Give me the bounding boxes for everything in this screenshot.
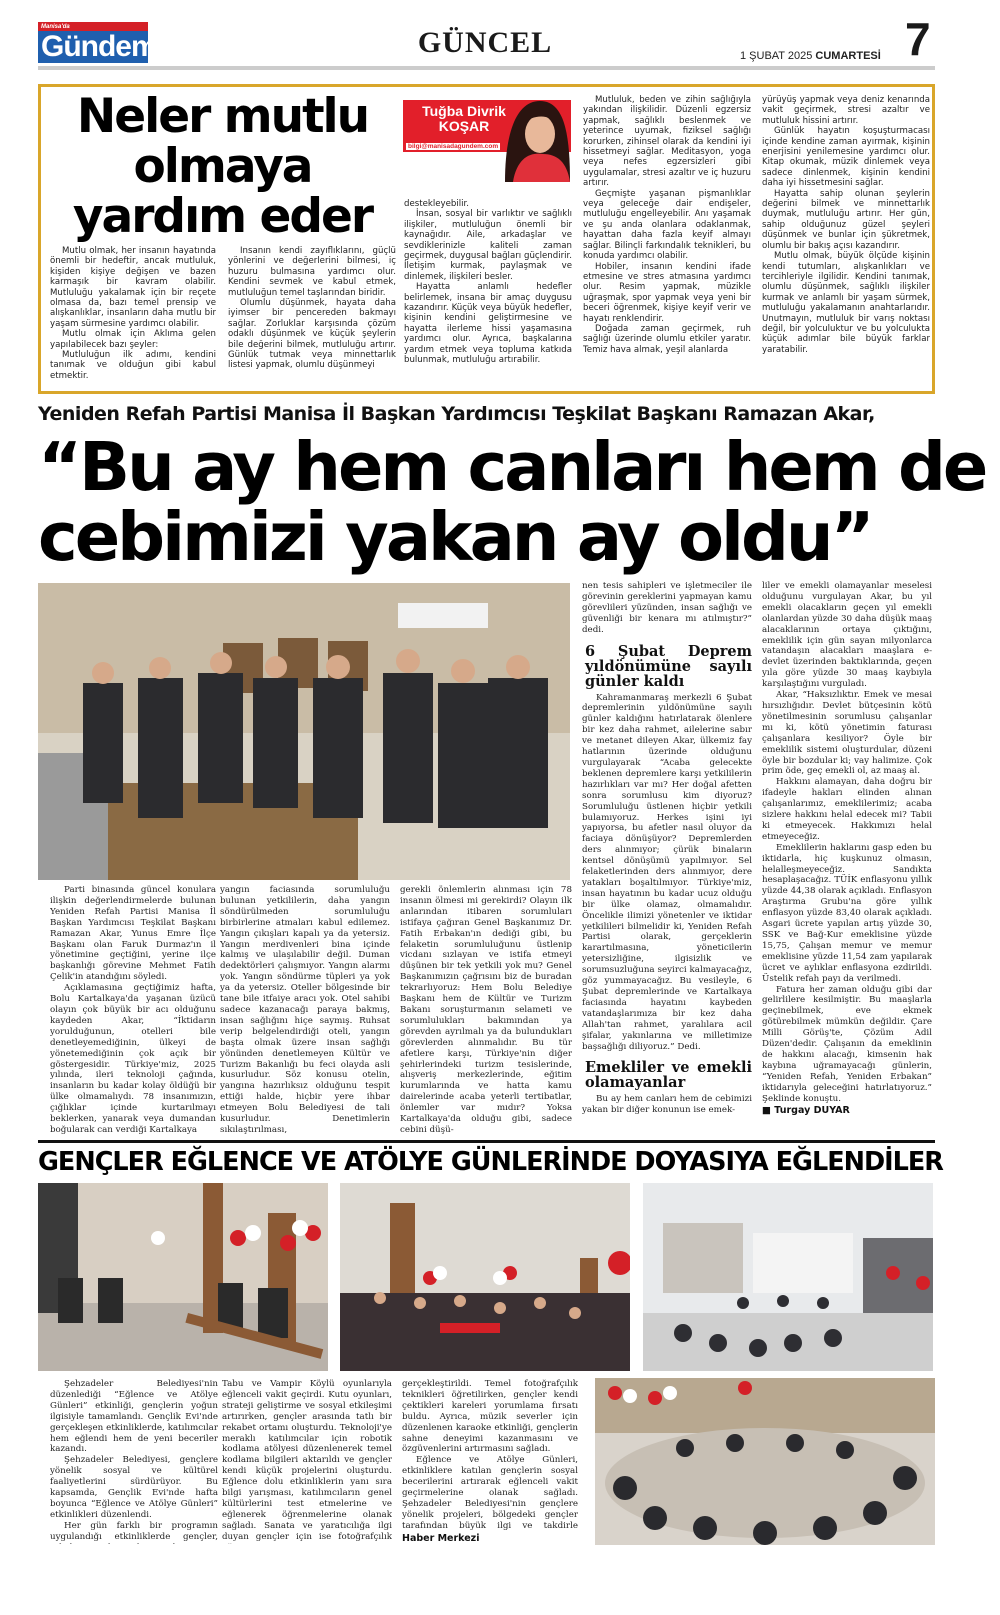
column-text-col4	[583, 95, 751, 387]
paragraph: liler ve emekli olamayanlar meselesi olduğunu vurgulayan Akar, bu yıl emekli olacakların geçen yıl emekli olanlardan yüzde 30 daha düşük maaş alacaklarının ortaya çıktığını, emeklilik için gün sayan milyonlarca vatandaşın alacakları maaşlara e-devlet üzerinden baktıklarında, geçen yıla göre yüzde 30 maaş kaybıyla karşılaştığını vurguladı.	[762, 581, 932, 690]
paragraph: Bu ay hem canları hem de cebimizi yakan bir diğer konunun ise emek-	[582, 1094, 752, 1116]
article-subhead: 6 Şubat Deprem yıldönümüne sayılı günler kaldı	[585, 642, 752, 690]
page-number: 7	[905, 13, 931, 65]
logo-text: Gündem	[38, 31, 148, 63]
youth-text-col3	[402, 1379, 578, 1531]
paragraph: Günlük hayatın koşuşturmacası içinde kendine zaman ayırmak, kişinin enerjisini yenilemesine yardımcı olur. Kitap okumak, müzik dinlemek veya sadece dinlenmek, kişinin kendini daha iyi hissetmesini sağlar.	[762, 126, 930, 189]
article-text-col1	[50, 885, 216, 1135]
paragraph: Kahramanmaraş merkezli 6 Şubat depremlerinin yıldönümüne sayılı günler kaldığını hatırlatarak ölenlere bir kez daha rahmet, ailelerine sabır ve metanet dileyen Akar, ülkemiz fay hatlarının üzerinde olduğunu vurgulayarak “Acaba gelecekte beklenen depremlere karşı yetkililerin hazırlıkları var mı? Her doğal afetten sonra sorumlusu kim diyoruz? Sorumluluğu üstlenen hiçbir yetkili bulamıyoruz. Herkes işini iyi yapıyorsa, bu afetler nasıl oluyor da faciaya dönüşüyor? Depremlerden ders alınmıyor; çürük binaların kentsel dönüşümü yapılmıyor. Sel felaketlerinden ders alınmıyor, dere yatakları boşaltılmıyor. Türkiye'miz, insan hayatının bu kadar ucuz olduğu bir ülke olamaz, olmamalıdır. Öncelikle ilimizi yönetenler ve iktidar yetkilileri bilmelidir ki, Yeniden Refah Partisi olarak, gerçeklerin karartılmasına, yöneticilerin yetersizliğine, ilgisizlik ve sorumsuzluğuna seyirci kalmayacağız, göz yummayacağız. Bu vesileyle, 6 Şubat depremlerinde ve Kartalkaya faciasında hayatını kaybeden vatandaşlarımıza bir kez daha Allah'tan rahmet, yaralılara acil şifalar, yakınlarına ve milletimize başsağlığı diliyoruz.” Dedi.	[582, 692, 752, 1052]
paragraph: yürüyüş yapmak veya deniz kenarında vakit geçirmek, stresi azaltır ve mutluluk hissini artırır.	[762, 95, 930, 126]
issue-date	[740, 50, 881, 62]
column-text-col1	[50, 246, 216, 386]
column-headline: Neler mutlu olmaya yardım eder	[72, 89, 373, 244]
paragraph: Şehzadeler Belediyesi'nin düzenlediği “Eğlence ve Atölye Günleri” etkinliği, gençlerin yoğun ilgisiyle tamamlandı. Gençlik Evi'nde gerçekleşen etkinliklerde, katılımcılar hem eğlendi hem de yeni beceriler kazandı.	[50, 1379, 218, 1455]
paragraph: Açıklamasına geçtiğimiz hafta, Bolu Kartalkaya'da yaşanan üzücü olayın çok büyük bir acı olduğunu kaydeden Akar, “İktidarın yorulduğunun, otelleri bile denetleyemediğinin, ülkeyi de yönetemediğinin çok açık bir göstergesidir. Türkiye'miz, 2025 yılında, ileri teknoloji çağında, insanların bu kadar kolay öldüğü bir ülke olmamalıydı. 78 insanımızın, çığlıklar içinde kurtarılmayı beklerken, yanarak veya dumandan boğularak can verdiği Kartalkaya	[50, 983, 216, 1135]
column-text-col2	[228, 246, 396, 386]
paragraph: Fatura her zaman olduğu gibi dar gelirlilere kesilmiştir. Bu maaşlarla geçinebilmek, eve ekmek götürebilmek mümkün değildir. Çare Milli Görüş'te, Çözüm Adil Düzen'dedir. Çalışanın da emeklinin de hakkını alacağı, kimsenin hak kaybına uğramayacağı günlerin, “Yeniden Refah, Yeniden Erbakan” iktidarıyla geleceğini hatırlatıyoruz.” Şeklinde konuştu.	[762, 984, 932, 1104]
headline-line: cebimizi yakan ay oldu”	[38, 498, 872, 576]
paragraph: Akar, “Haksızlıktır. Emek ve mesai hırsızlığıdır. Devlet bütçesinin kötü yönetilmesinin sorumlusu çalışanlar mı ki, kötü yönetimin faturası çalışanlara kesiliyor? Öyle bir emeklilik sistemi oluşturdular, düzeni öyle bir bozdular ki; vay halimize. Çok prim öde, geç emekli ol, az maaş al.	[762, 690, 932, 777]
paragraph: Hakkını alamayan, daha doğru bir ifadeyle hakları elinden alınan çalışanlarımız, emeklilerimiz; acaba sizlere hakkını helal edecek mi? Tabii ki etmeyecek. Hakkımızı helal etmeyeceğiz.	[762, 777, 932, 842]
paragraph: Parti binasında güncel konulara ilişkin değerlendirmelerde bulunan Yeniden Refah Partisi Manisa İl Başkan Yardımcısı Teşkilat Başkanı Ramazan Akar, Yunus Emre İlçe Başkanı olan Faruk Durmaz'ın il yönetimine geçtiğini, yerine ilçe başkanlığı görevine Mehmet Fatih Çelik'in atandığını söyledi.	[50, 885, 216, 983]
article-byline: ■ Turgay DUYAR	[762, 1104, 850, 1116]
paragraph: Mutlu olmak için Aklıma gelen yapılabilecek bazı şeyler:	[50, 329, 216, 350]
youth-text-col2	[222, 1379, 392, 1544]
workshop-photo-3	[643, 1183, 933, 1371]
paragraph: Tabu ve Vampir Köylü oyunlarıyla eğlenceli vakit geçirdi. Kutu oyunları, strateji geliştirme ve sosyal etkileşimi artırırken, gençler arasında tatlı bir rekabet ortamı oluşturdu. Teknoloji'ye meraklı katılımcılar için robotik kodlama atölyesi düzenlenerek temel kodlama bilgileri aktarıldı ve gençler kendi küçük projelerini oluşturdu. Eğlence dolu etkinliklerin yanı sıra bilgi yarışması, katılımcıların genel kültürlerini test etmelerine ve eğlenerek öğrenmelerine olanak sağladı. Sanata ve yaratıcılığa ilgi duyan gençler için ise fotoğrafçılık	[222, 1379, 392, 1542]
paragraph: Şehzadeler Belediyesi, gençlere yönelik sosyal ve kültürel faaliyetlerini sürdürüyor. Bu kapsamda, Gençlik Evi'nde hafta boyunca “Eğlence ve Atölye Günleri” etkinlikleri düzenlendi.	[50, 1455, 218, 1520]
article-subhead: Emekliler ve emekli olamayanlar	[585, 1059, 752, 1092]
paragraph: destekleyebilir.	[404, 199, 469, 209]
paragraph: Geçmişte yaşanan pişmanlıklar veya geleceğe dair endişeler, mutluluğu engelleyebilir. Anı yaşamak ve şu anda olanlara odaklanmak, hayattan daha fazla keyif almayı sağlar. Bilinçli farkındalık teknikleri, bu konuda yardımcı olabilir.	[583, 188, 751, 262]
logo-tagline: Manisa'da	[41, 23, 70, 30]
workshop-photo-1	[38, 1183, 328, 1371]
article-text-col4	[582, 581, 752, 1136]
paragraph: Eğlence ve Atölye Günleri, etkinliklere katılan gençlerin sosyal becerilerini artırarak eğlenceli vakit geçirmelerine olanak sağladı. Şehzadeler Belediyesi'nin gençlere yönelik projeleri, bölgedeki gençler tarafından büyük ilgi ve takdirle	[402, 1455, 578, 1531]
paragraph: gerekli önlemlerin alınması için 78 insanın ölmesi mi gerekirdi? Olayın ilk anlarından itibaren sorumluları istifaya çağıran Genel Başkanımız Dr. Fatih Erbakan'ın dediği gibi, bu felaketin sorumluluğunu üstlenip vicdanı sızlayan ve istifa etmeyi düşünen bir tek yetkili yok mu? Genel Başkanımızın çağrısını biz de buradan tekrarlıyoruz: Hem Bolu Belediye Başkanı hem de Kültür ve Turizm Bakanı soruşturmanın selameti ve sorumlulukları bakımından ya görevden ayrılmalı ya da bulundukları görevlerden alınmalıdır. Bu tür afetlere karşı, Türkiye'nin diğer şehirlerindeki turizm tesislerinde, alışveriş merkezlerinde, eğitim kurumlarında ve hatta kamu dairelerinde acaba yeterli tertibatlar, önlemler var mıdır? Yoksa Kartalkaya'da olduğu gibi, sadece cebini düşü-	[400, 885, 572, 1135]
paragraph: Mutlu olmak, her insanın hayatında önemli bir hedeftir, ancak mutluluk, kişiden kişiye değişen ve bazen karmaşık bir kavram olabilir. Mutluluğu yakalamak için bir reçete olmasa da, bazı temel prensip ve alışkanlıklar, insanların daha mutlu bir yaşam sürmesine yardımcı olabilir.	[50, 246, 216, 329]
paragraph: nen tesis sahipleri ve işletmeciler ile görevinin gereklerini yapmayan kamu görevlileri yüzünden, insan sağlığı ve güvenliği bir kenara mı atılmıştır?” dedi.	[582, 581, 752, 635]
byline-name: Turgay DUYAR	[774, 1104, 850, 1116]
weekday-text: CUMARTESİ	[815, 50, 881, 62]
section-divider	[38, 1140, 935, 1143]
article-text-col3	[400, 885, 572, 1135]
paragraph: yangın faciasında sorumluluğu bulunan yetkililerin, daha yangın söndürülmeden sorumluluğu birbirlerine atmaları kabul edilemez. Yangın çıkışları kapalı ya da yetersiz. Yangın merdivenleri bina içinde kalmış ve ulaşılabilir değil. Duman dedektörleri çalışmıyor. Yangın alarmı yok. Yangın söndürme tüpleri ya yok ya da yetersiz. Oteller bölgesinde bir tane bile itfaiye aracı yok. Otel sahibi sadece kazanacağı paraya bakmış, insan sağlığını hiçe saymış. Ruhsat verip belgelendirdiği oteli, yangın başta olmak üzere insan sağlığı yönünden denetlemeyen Kültür ve Turizm Bakanlığı bu feci olayda asli kusurludur. Söz konusu otelin, yangına hazırlıksız olduğunu tespit ettiği halde, hiçbir yere ihbar etmeyen Bolu Belediyesi de tali kusurludur. Denetimlerin sıkılaştırılması,	[220, 885, 390, 1135]
paragraph: Doğada zaman geçirmek, ruh sağlığı üzerinde olumlu etkiler yaratır. Temiz hava almak, yeşil alanlarda	[583, 323, 751, 355]
section-title: GÜNCEL	[417, 26, 553, 59]
youth-text-col1	[50, 1379, 218, 1544]
paragraph: Hayatta anlamlı hedefler belirlemek, insana bir amaç duygusu kazandırır. Küçük veya büyük hedefler, kişinin kendini geliştirmesine ve hayatta ilerleme hissi yaşamasına yardımcı olur. Ayrıca, başkalarına yardım etmek veya topluma katkıda bulunmak, mutluluğu artırabilir.	[404, 282, 572, 366]
columnist-name: Tuğba Divrik KOŞAR	[422, 103, 506, 134]
paragraph: İnsanın kendi zayıflıklarını, güçlü yönlerini ve değerlerini bilmesi, iç huzuru bulmasına yardımcı olur. Kendini sevmek ve kabul etmek, mutluluğun temel taşlarından biridir.	[228, 246, 396, 298]
paragraph: İnsan, sosyal bir varlıktır ve sağlıklı ilişkiler, mutluluğun önemli bir kaynağıdır. Aile, arkadaşlar ve sevdiklerinizle kaliteli zaman geçirmek, duygusal bağları güçlendirir. İletişim kurmak, paylaşmak ve dinlemek, ilişkileri besler.	[404, 209, 572, 282]
paragraph: Hayatta sahip olunan şeylerin değerini bilmek ve minnettarlık duymak, mutluluğu artırır. Her gün, sahip olduğunuz güzel şeyleri düşünmek ve bunlar için şükretmek, olumlu bir bakış açısı kazandırır.	[762, 188, 930, 251]
columnist-email: bilgi@manisadagundem.com	[408, 143, 499, 150]
header-divider	[38, 66, 935, 70]
column-text-col5	[762, 95, 930, 387]
paragraph: Hobiler, insanın kendini ifade etmesine ve stres atmasına yardımcı olur. Resim yapmak, müzikle uğraşmak, spor yapmak veya yeni bir beceri öğrenmek, kişiye keyif verir ve hayatı renklendirir.	[583, 261, 751, 324]
party-meeting-photo	[38, 583, 570, 880]
paragraph: Her gün farklı bir programın uygulandığı etkinliklerde gençler,	[50, 1520, 218, 1542]
youth-byline: Haber Merkezi	[402, 1533, 480, 1544]
paragraph: Mutlu olmak, büyük ölçüde kişinin kendi tutumları, alışkanlıkları ve tercihleriyle ilgilidir. Kendini tanımak, olumlu düşünmek, sağlıklı ilişkiler kurmak ve anlamlı bir yaşam sürmek, mutluluğu yakalamanın anahtarlarıdır. Unutmayın, mutluluk bir varış noktası değil, bir yolculuktur ve bu yolculukta küçük adımlar bile büyük farklar yaratabilir.	[762, 251, 930, 355]
article-paragraphs	[762, 581, 932, 1105]
paragraph: Emeklilerin haklarını gasp eden bu iktidarla, hiç kuşkunuz olmasın, helalleşmeyeceğiz. Sandıkta hesaplaşacağız. TÜİK enflasyonu yıllık yüzde 44,38 olarak açıkladı. Enflasyon Araştırma Grubu'na göre yıllık enflasyon yüzde 83,40 olarak açıkladı. Asgari ücrete yapılan artış yüzde 30, SSK ve Bağ-Kur emeklisine yüzde 15,75, Çalışan memur ve memur emeklisine yüzde 11,54 zam yapılarak ücret ve aylıklar enflasyona ezdirildi. Üstelik refah payı da verilmedi.	[762, 842, 932, 984]
paragraph: Olumlu düşünmek, hayata daha iyimser bir pencereden bakmayı sağlar. Zorluklar karşısında çözüm odaklı düşünmek ve küçük şeylerin bile değerini bilmek, mutluluğu artırır. Günlük tutmak veya minnettarlık listesi yapmak, olumlu düşünmeyi	[228, 298, 396, 371]
article-headline	[38, 428, 986, 576]
column-text-col3	[404, 199, 572, 387]
newspaper-logo	[38, 22, 157, 64]
date-text: 1 ŞUBAT 2025	[740, 50, 813, 62]
article-text-col2	[220, 885, 390, 1135]
paragraph: Mutluluğun ilk adımı, kendini tanımak ve olduğun gibi kabul etmektir.	[50, 350, 216, 381]
article-kicker: Yeniden Refah Partisi Manisa İl Başkan Yardımcısı Teşkilat Başkanı Ramazan Akar,	[38, 403, 875, 425]
workshop-photo-4	[595, 1378, 935, 1545]
article-text-col5	[762, 581, 932, 1136]
youth-article-headline: GENÇLER EĞLENCE VE ATÖLYE GÜNLERİNDE DOYASIYA EĞLENDİLER	[38, 1147, 943, 1177]
workshop-photo-2	[340, 1183, 630, 1371]
columnist-photo	[495, 96, 570, 182]
paragraph: Mutluluk, beden ve zihin sağlığıyla yakından ilişkilidir. Düzenli egzersiz yapmak, sağlıklı beslenmek ve yeterince uyumak, fiziksel sağlığı korurken, zihinsel olarak da kendini iyi hissetmeyi sağlar. Meditasyon, yoga veya nefes egzersizleri gibi uygulamalar, stresi azaltır ve iç huzuru artırır.	[583, 95, 751, 189]
headline-line: “Bu ay hem canları hem de	[38, 428, 986, 506]
paragraph: gerçekleştirildi. Temel fotoğrafçılık teknikleri öğretilirken, gençler kendi çektikleri kareleri yorumlama fırsatı buldu. Ayrıca, müzik severler için düzenlenen karaoke etkinliği, gençlerin sahne deneyimi kazanmasını ve özgüvenlerini artırmasını sağladı.	[402, 1379, 578, 1455]
